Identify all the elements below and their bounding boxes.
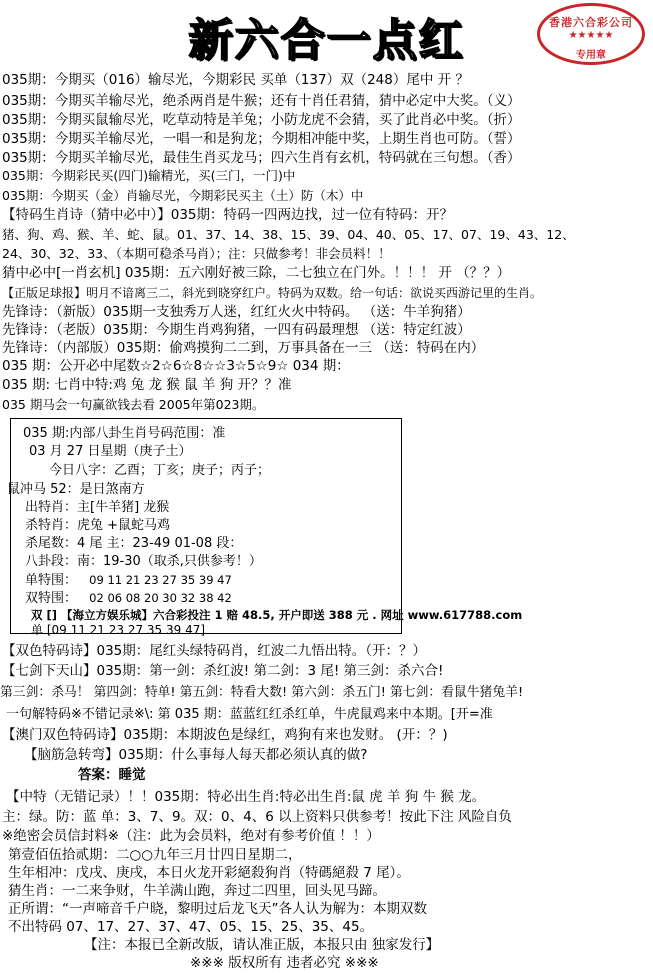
box-line: 杀特肖：虎兔 +鼠蛇马鸡 <box>25 518 171 533</box>
number-list: 猪、狗、鸡、猴、羊、蛇、鼠。01、37、14、38、15、39、04、40、05、17、07、19、43、12、 <box>2 227 575 242</box>
football-line: 【正版足球报】明月不谙离三二，斜光到晓穿红户。特码为双数。给一句话：欲说买西游记里的生肖。 <box>2 286 543 300</box>
single-range-label: 单特围： <box>25 573 78 588</box>
seal-bottom-text: 专用章 <box>576 50 606 61</box>
prediction-line: 035 期: 七肖中特:鸡 兔 龙 猴 鼠 羊 狗 开？？准 <box>2 377 292 393</box>
prediction-line: 【中特（无错记录）！！035期：特必出生肖:特必出生肖:鼠 虎 羊 狗 牛 猴 龙。 <box>6 789 486 805</box>
riddle-answer: 答案：睡觉 <box>78 767 146 783</box>
single-range-numbers: 09 11 21 23 27 35 39 47 <box>89 573 232 587</box>
prediction-line: 035期：今期买（金）肖输尽光，今期彩民买主（土）防（木）中 <box>2 188 364 203</box>
box-line: 03 月 27 日星期（庚子土） <box>29 444 192 459</box>
member-line: ※绝密会员信封料※（注：此为会员料，绝对有参考价值 ！！） <box>2 828 380 844</box>
prediction-line: 一句解特码※不错记录※\: 第 035 期：蓝蓝红红杀红单，牛虎鼠鸡来中本期。[开=准 <box>6 707 493 722</box>
prediction-line: 035期：今期买羊输尽光，最佳生肖买龙马；四六生肖有玄机，特码就在三句想。（香） <box>2 150 521 166</box>
ad-line: 双 [] 【海立方娱乐城】六合彩投注 1 赔 48.5, 开户即送 388 元 . 网址 www.617788.com <box>31 608 523 622</box>
prediction-line: 035 期：公开必中尾数☆2☆6☆8☆☆3☆5☆9☆ 034 期： <box>2 358 350 374</box>
prediction-line: 猜中必中[一肖玄机] 035期：五六刚好被三除，二七独立在门外。！！！ 开 （？？） <box>2 265 511 281</box>
box-line: 035 期:内部八卦生肖号码范围：准 <box>23 426 226 441</box>
number-list: 24、30、32、33、（本期可稳杀马肖）；注：只做参考！非会员料！！ <box>2 246 391 261</box>
member-line: 猜生肖：一二来争财，牛羊满山跑，奔过二四里，回头见马蹄。 <box>8 883 386 899</box>
member-line: 第壹佰伍拾贰期：二○○九年三月廿四日星期二， <box>8 847 302 863</box>
member-line: 生年相冲：戊戌、庚戌，本日火龙开彩絕殺狗肖（特碼絕殺 7 尾）。 <box>8 865 410 881</box>
notice-line: 【注：本报已全新改版，请认准正版，本报只由 独家发行】 <box>84 937 440 953</box>
box-line: 八卦段：南：19-30（取杀,只供参考！） <box>25 554 262 569</box>
info-box <box>7 418 523 637</box>
box-line: 鼠冲马 52：是日煞南方 <box>7 482 145 497</box>
prediction-line: 主：绿。防：蓝 单：3、7、9。双：0、4、6 以上资料只供参考！按此下注 风险自负 <box>2 809 512 825</box>
page-title: 新六合一点红 <box>188 15 465 66</box>
seal-arc-text: 香港六合彩公司 <box>549 16 633 29</box>
prediction-line: 035期：今期买（016）输尽光，今期彩民 买单（137）双（248）尾中 开 ？ <box>2 72 469 88</box>
poem-line: 先锋诗：（新版）035期一支独秀万人迷，红红火火中特码。 （送：牛羊狗猪） <box>2 304 471 320</box>
poem-line: 【双色特码诗】035期：尾红头绿特码肖，红波二九悟出特。（开：？） <box>2 643 427 659</box>
company-seal <box>537 3 645 65</box>
member-line: 正所谓：“一声啼音千户晓，黎明过后龙飞天”各人认为解为：本期双数 <box>8 901 427 917</box>
prediction-line: 【七剑下天山】035期：第一剑：杀红波! 第二剑：3 尾! 第三剑：杀六合! <box>2 663 444 679</box>
double-range-numbers: 02 06 08 20 30 32 38 42 <box>89 591 232 605</box>
prediction-line: 035期：今期买羊输尽光，绝杀两肖是牛猴；还有十肖任君猜，猜中必定中大奖。（义） <box>2 93 521 109</box>
box-line: 今日八字：乙酉；丁亥；庚子；丙子； <box>49 463 271 478</box>
copyright-line: ※※※ 版权所有 违者必究 ※※※ <box>190 955 379 971</box>
member-line: 不出特码 07、17、27、37、47、05、15、25、35、45。 <box>8 919 374 935</box>
poem-line: 【特码生肖诗（猜中必中）】035期：特码一四两边找，过一位有特码：开？ <box>2 207 454 223</box>
prediction-line: 035 期马会一句赢欲钱去看 2005年第023期。 <box>2 397 265 412</box>
prediction-line: 第三剑：杀马！ 第四剑：特单! 第五剑：特看大数! 第六剑：杀五门! 第七剑：看鼠牛猪兔羊! <box>0 685 524 700</box>
poem-line: 先锋诗：（内部版）035期：偷鸡摸狗二二到，万事具备在一三 （送：特码在内） <box>2 340 485 356</box>
prediction-line: 035期：今期买羊输尽光，一唱一和是狗龙；今期相冲能中奖，上期生肖也可防。（誓） <box>2 131 521 147</box>
riddle-line: 【脑筋急转弯】035期：什么事每人每天都必须认真的做? <box>24 747 368 763</box>
prediction-line: 035期：今期彩民买(四门)输精光，买(三门，一门)中 <box>2 168 296 183</box>
poem-line: 【澳门双色特码诗】035期：本期波色是绿红，鸡狗有来也发财。 (开：？) <box>2 727 448 743</box>
poem-line: 先锋诗：（老版）035期：今期生肖鸡狗猪，一四有码最理想 （送：特定红波） <box>2 322 471 338</box>
box-line: 杀尾数：4 尾 主：23-49 01-08 段： <box>25 536 243 551</box>
box-line: 单 [09 11 21 23 27 35 39 47] <box>31 623 206 637</box>
box-line: 出特肖：主[牛羊猪] 龙猴 <box>25 500 170 515</box>
box-line <box>25 571 232 590</box>
prediction-line: 035期：今期买鼠输尽光，吃草动特是羊兔；小防龙虎不会猜，买了此肖必中奖。（折） <box>2 112 521 128</box>
double-range-label: 双特围： <box>25 591 78 606</box>
seal-stars: ★★★★★ <box>568 30 614 41</box>
